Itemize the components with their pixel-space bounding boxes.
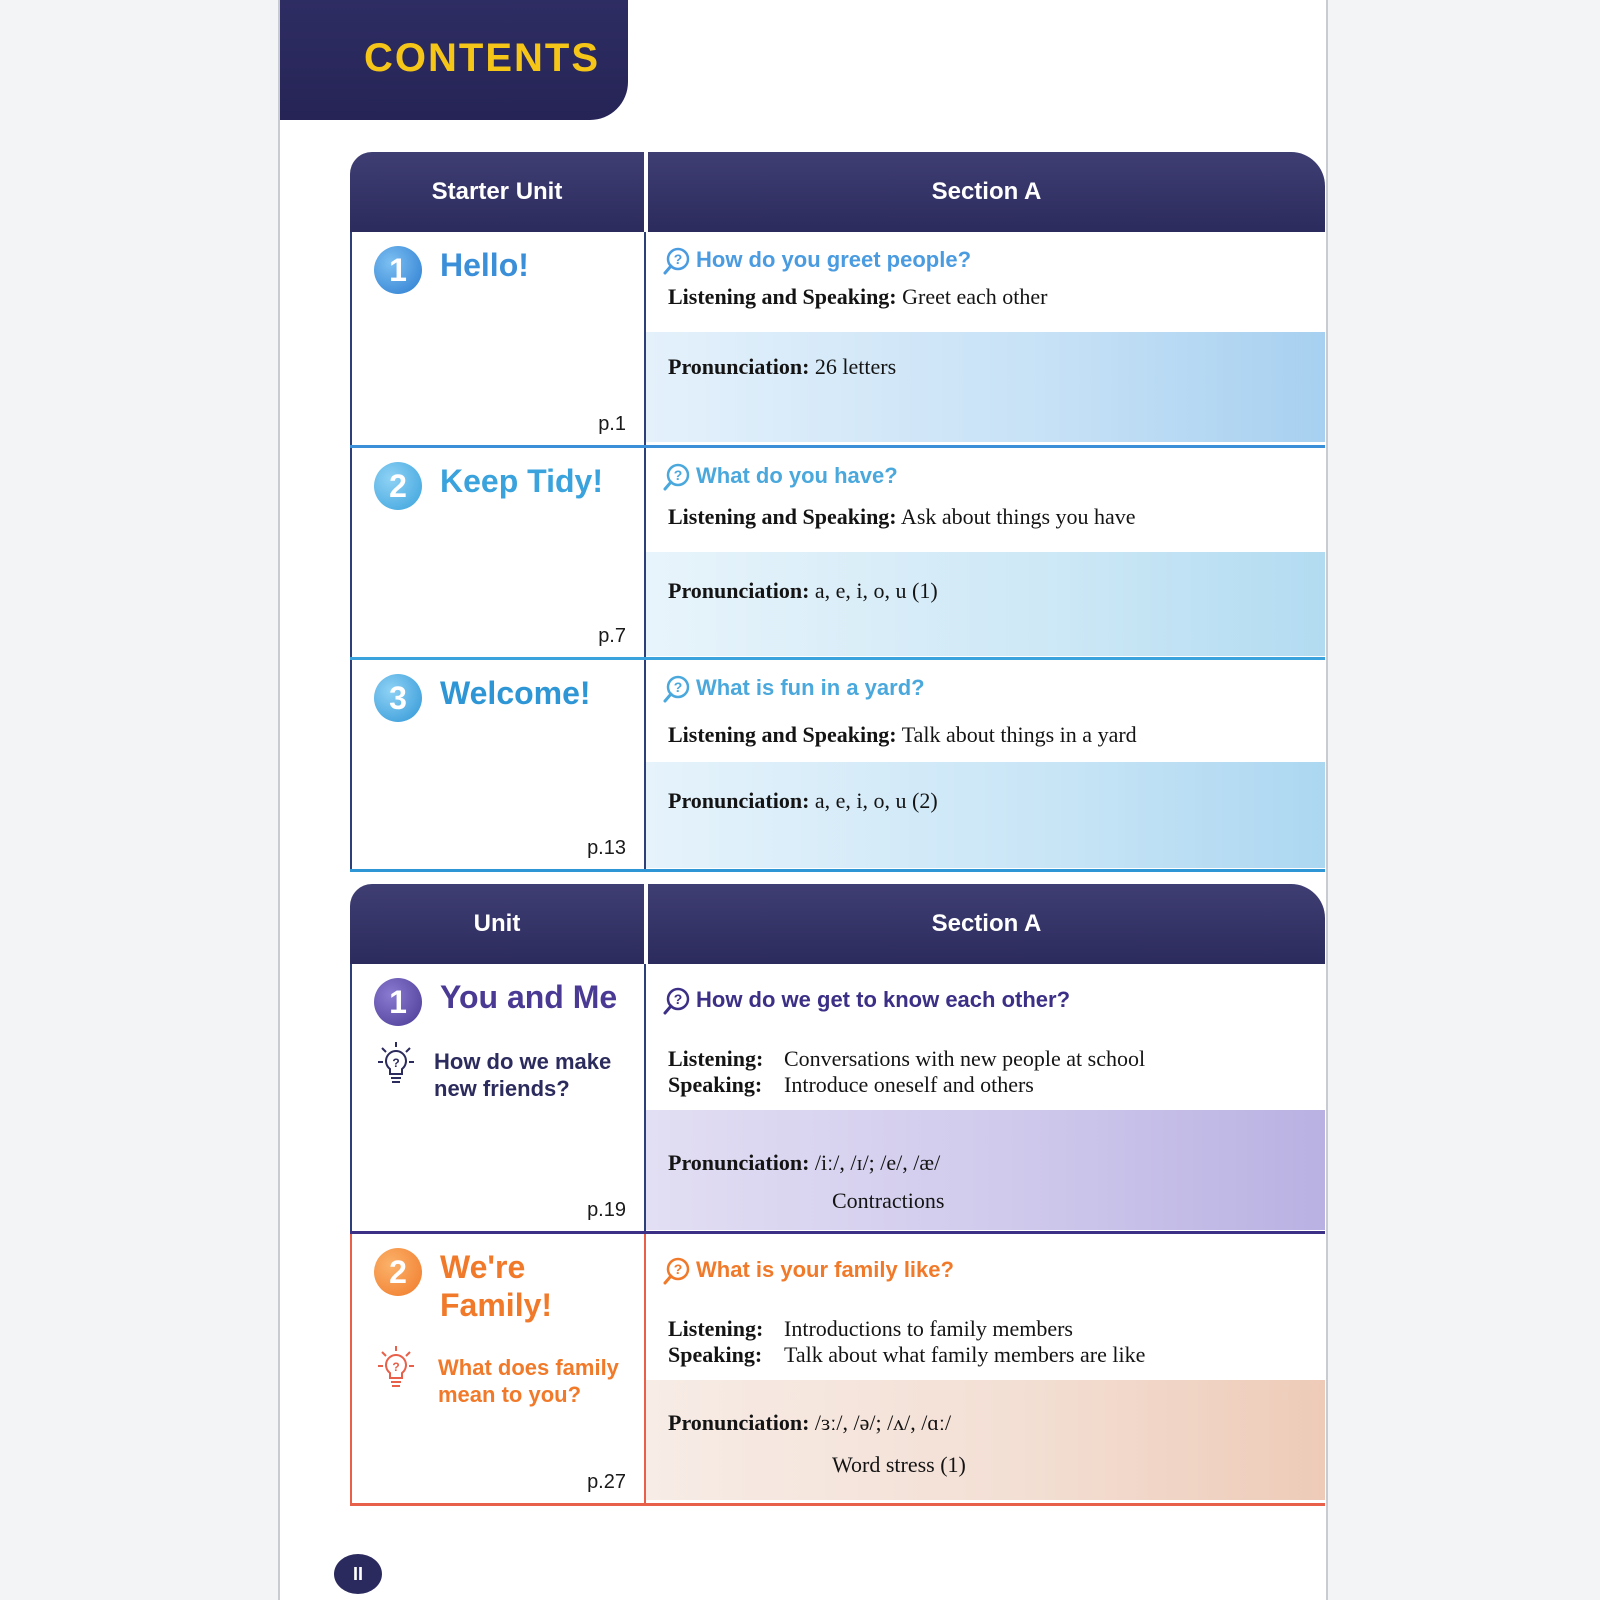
unit-title: You and Me [440, 979, 618, 1015]
question-magnifier-icon [662, 462, 692, 492]
pronunciation-label: Pronunciation: [668, 1150, 810, 1175]
skill-label: Listening and Speaking: [668, 284, 897, 309]
question-magnifier-icon [662, 986, 692, 1016]
speaking-line [668, 1072, 1034, 1098]
skill-text: Talk about things in a yard [896, 722, 1137, 747]
pronunciation-subline: Word stress (1) [832, 1452, 966, 1477]
section-question [662, 462, 898, 492]
row-divider [350, 869, 1325, 872]
section-a-cell [644, 232, 1325, 448]
section-question [662, 1256, 954, 1286]
pronunciation-band [646, 1380, 1325, 1500]
contents-banner [280, 0, 628, 120]
section-question [662, 246, 971, 276]
svg-text:?: ? [673, 1261, 683, 1277]
listening-line [668, 1316, 1073, 1342]
unit-number-badge: 1 [374, 978, 422, 1026]
listening-text: Conversations with new people at school [784, 1046, 1146, 1071]
pronunciation-band [646, 552, 1325, 656]
page-reference[interactable]: p.27 [587, 1471, 626, 1493]
svg-text:?: ? [392, 1360, 400, 1374]
unit-cell [350, 232, 642, 448]
table-row [350, 232, 1325, 448]
unit-title: Welcome! [440, 675, 591, 711]
speaking-label: Speaking: [668, 1342, 763, 1367]
lightbulb-icon [376, 1040, 416, 1084]
unit-title: Hello! [440, 247, 529, 283]
skill-line [668, 504, 1136, 530]
big-question: How do we make new friends? [434, 1049, 612, 1101]
unit-title: We're Family! [440, 1249, 553, 1323]
page-reference[interactable]: p.13 [587, 837, 626, 859]
table-header [350, 884, 1325, 964]
column-header-starter-unit: Starter Unit [350, 152, 644, 232]
unit-number-badge: 2 [374, 1248, 422, 1296]
speaking-text: Talk about what family members are like [784, 1342, 1146, 1367]
pronunciation-band [646, 762, 1325, 868]
pronunciation-text: 26 letters [809, 354, 897, 379]
page-reference[interactable]: p.7 [598, 625, 626, 647]
table-row [350, 1234, 1325, 1506]
table-row [350, 660, 1325, 872]
skill-label: Listening and Speaking: [668, 504, 897, 529]
question-magnifier-icon [662, 1256, 692, 1286]
unit-cell [350, 448, 642, 660]
question-text: What is fun in a yard? [696, 674, 925, 700]
pronunciation-line [668, 578, 938, 604]
skill-line [668, 284, 1048, 310]
page-number: II [334, 1554, 382, 1594]
pronunciation-band [646, 332, 1325, 442]
unit-cell [350, 1234, 642, 1506]
table-row [350, 448, 1325, 660]
svg-text:?: ? [673, 251, 683, 267]
section-question [662, 674, 925, 704]
speaking-line [668, 1342, 1146, 1368]
table-row [350, 964, 1325, 1234]
unit-cell [350, 964, 642, 1234]
table-header [350, 152, 1325, 232]
page-reference[interactable]: p.19 [587, 1199, 626, 1221]
pronunciation-text: a, e, i, o, u (1) [809, 578, 938, 603]
pronunciation-line [668, 1150, 940, 1176]
unit-number-badge: 1 [374, 246, 422, 294]
row-divider [350, 1503, 1325, 1506]
pronunciation-subline: Contractions [832, 1188, 945, 1213]
question-text: What do you have? [696, 462, 898, 488]
lightbulb-icon [376, 1344, 416, 1388]
section-a-cell [644, 964, 1325, 1234]
question-text: How do you greet people? [696, 246, 972, 272]
column-header-section-a: Section A [648, 884, 1325, 964]
question-magnifier-icon [662, 674, 692, 704]
pronunciation-text: a, e, i, o, u (2) [809, 788, 938, 813]
page-title: CONTENTS [364, 36, 600, 80]
svg-text:?: ? [673, 991, 683, 1007]
skill-label: Listening and Speaking: [668, 722, 897, 747]
contents-page [278, 0, 1328, 1600]
skill-line [668, 722, 1137, 748]
speaking-text: Introduce oneself and others [784, 1072, 1034, 1097]
svg-text:?: ? [392, 1056, 400, 1070]
skill-text: Ask about things you have [896, 504, 1136, 529]
big-question: What does family mean to you? [438, 1355, 619, 1407]
pronunciation-band [646, 1110, 1325, 1230]
pronunciation-label: Pronunciation: [668, 788, 810, 813]
section-a-cell [644, 448, 1325, 660]
page-reference[interactable]: p.1 [598, 413, 626, 435]
unit-title: Keep Tidy! [440, 463, 603, 499]
unit-cell [350, 660, 642, 872]
section-question [662, 986, 1070, 1016]
unit-number-badge: 3 [374, 674, 422, 722]
pronunciation-label: Pronunciation: [668, 354, 810, 379]
pronunciation-line [668, 1410, 951, 1436]
pronunciation-text: /iː/, /ɪ/; /e/, /æ/ [809, 1150, 941, 1175]
listening-label: Listening: [668, 1316, 764, 1341]
pronunciation-label: Pronunciation: [668, 1410, 810, 1435]
listening-label: Listening: [668, 1046, 764, 1071]
pronunciation-label: Pronunciation: [668, 578, 810, 603]
listening-line [668, 1046, 1146, 1072]
svg-text:?: ? [673, 467, 683, 483]
listening-text: Introductions to family members [784, 1316, 1073, 1341]
pronunciation-line [668, 788, 938, 814]
question-text: How do we get to know each other? [696, 986, 1071, 1012]
column-header-unit: Unit [350, 884, 644, 964]
skill-text: Greet each other [896, 284, 1048, 309]
unit-number-badge: 2 [374, 462, 422, 510]
speaking-label: Speaking: [668, 1072, 763, 1097]
pronunciation-text: /ɜː/, /ə/; /ʌ/, /ɑː/ [809, 1410, 952, 1435]
section-a-cell [644, 1234, 1325, 1506]
question-text: What is your family like? [696, 1256, 954, 1282]
pronunciation-line [668, 354, 896, 380]
section-a-cell [644, 660, 1325, 872]
column-header-section-a: Section A [648, 152, 1325, 232]
svg-text:?: ? [673, 679, 683, 695]
question-magnifier-icon [662, 246, 692, 276]
